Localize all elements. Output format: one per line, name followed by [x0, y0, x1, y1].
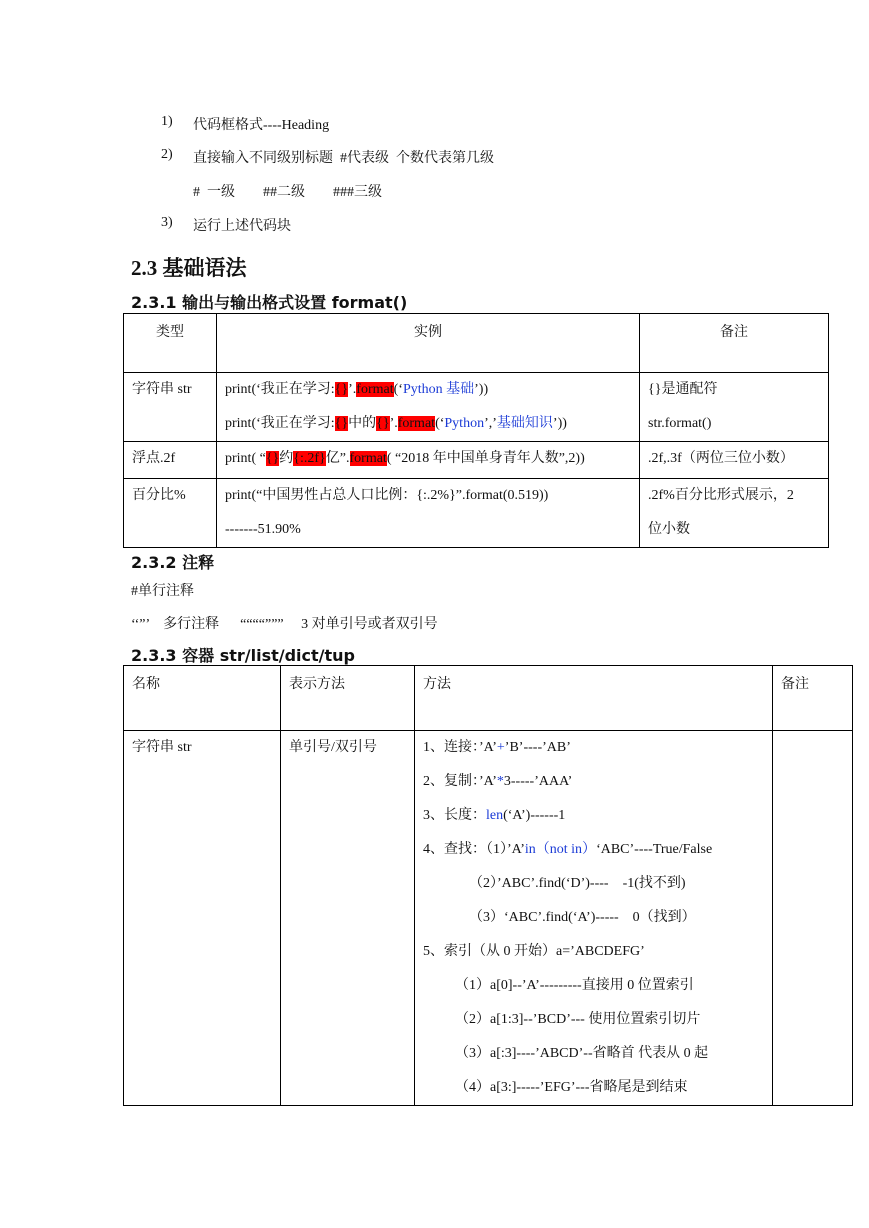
container-table [123, 665, 853, 1106]
subsection-heading-containers: 2.3.3 容器 str/list/dict/tup [131, 646, 355, 665]
method-line: （4）a[3:]-----’EFG’---省略尾是到结束 [455, 1080, 688, 1095]
header-remark: 备注 [773, 666, 853, 731]
method-line: （2）’ABC’.find(‘D’)---- -1(找不到) [469, 876, 686, 891]
list-item-2-sub: # 一级 ##二级 ###三级 [193, 185, 382, 200]
method-line: （1）a[0]--’A’---------直接用 0 位置索引 [455, 978, 694, 993]
section-heading: 2.3 基础语法 [131, 256, 247, 280]
row-note: 位小数 [648, 522, 690, 537]
method-line: （3）a[:3]----’ABCD’--省略首 代表从 0 起 [455, 1046, 709, 1061]
highlight: {} [334, 416, 349, 431]
example-line: print(‘我正在学习:{}中的{}’.format(‘Python’,’基础知识’)) [225, 416, 567, 431]
highlight: {} [265, 451, 280, 466]
example-line: print(“中国男性占总人口比例：{:.2%}”.format(0.519)) [225, 488, 549, 503]
subsection-heading-format: 2.3.1 输出与输出格式设置 format() [131, 293, 408, 312]
list-item-1: 代码框格式----Heading [193, 118, 330, 133]
highlight: {:.2f} [293, 451, 326, 466]
method-line: 5、索引（从 0 开始）a=’ABCDEFG’ [423, 944, 645, 959]
header-method: 方法 [415, 666, 773, 731]
table-row [124, 373, 829, 442]
format-table [123, 313, 829, 548]
table-row [124, 731, 853, 1106]
method-line: 1、连接：’A’+’B’----’AB’ [423, 740, 571, 755]
highlight: format [356, 382, 394, 397]
list-item-2: 直接输入不同级别标题 #代表级 个数代表第几级 [193, 151, 494, 166]
highlight: {} [376, 416, 390, 431]
header-representation: 表示方法 [281, 666, 415, 731]
multi-line-comment: ‘‘”’ 多行注释 ““““””” 3 对单引号或者双引号 [131, 617, 438, 632]
list-number-1: 1) [161, 114, 173, 129]
list-number-3: 3) [161, 215, 173, 230]
container-representation: 单引号/双引号 [289, 740, 377, 755]
example-line: print( “{}约{:.2f}亿”.format( “2018 年中国单身青年人数”,2)) [225, 451, 585, 466]
method-line: （2）a[1:3]--’BCD’--- 使用位置索引切片 [455, 1012, 701, 1027]
subsection-heading-comments: 2.3.2 注释 [131, 553, 215, 572]
single-line-comment: #单行注释 [131, 584, 194, 599]
table-row [124, 479, 829, 548]
table-row [124, 442, 829, 479]
row-note: {}是通配符 [648, 382, 718, 397]
table-header-row [124, 314, 829, 373]
row-type: 百分比% [132, 488, 186, 503]
example-line: print(‘我正在学习:{}’.format(‘Python 基础’)) [225, 382, 489, 397]
example-line: -------51.90% [225, 522, 301, 537]
list-number-2: 2) [161, 147, 173, 162]
method-line: （3）‘ABC’.find(‘A’)----- 0（找到） [469, 910, 696, 925]
highlight: {} [334, 382, 349, 397]
table-header-row [124, 666, 853, 731]
method-line: 2、复制：’A’*3-----’AAA’ [423, 774, 573, 789]
row-note: str.format() [648, 416, 712, 431]
row-type: 字符串 str [132, 382, 192, 397]
method-line: 3、长度：len(‘A’)------1 [423, 808, 566, 823]
row-note: .2f%百分比形式展示，2 [648, 488, 794, 503]
header-name: 名称 [124, 666, 281, 731]
highlight: format [397, 416, 436, 431]
highlight: format [349, 451, 387, 466]
header-note: 备注 [640, 314, 829, 373]
container-name: 字符串 str [132, 740, 192, 755]
row-note: .2f,.3f（两位三位小数） [648, 451, 794, 466]
header-example: 实例 [217, 314, 640, 373]
row-type: 浮点.2f [132, 451, 176, 466]
remark-cell [773, 731, 853, 1106]
header-type: 类型 [124, 314, 217, 373]
method-line: 4、查找：（1）’A’in（not in）‘ABC’----True/False [423, 842, 713, 857]
list-item-3: 运行上述代码块 [193, 219, 291, 234]
